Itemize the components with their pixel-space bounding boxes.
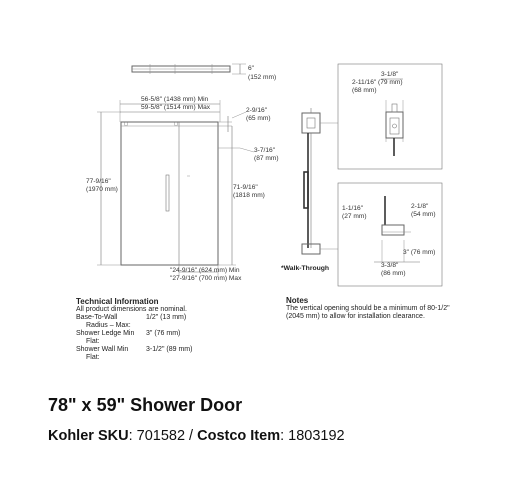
sku-label: Kohler SKU — [48, 428, 129, 444]
product-sku-line — [48, 428, 345, 444]
tech-row — [76, 346, 276, 362]
technical-note: All product dimensions are nominal. — [76, 306, 187, 313]
tech-row-label: Base-To-Wall — [76, 314, 118, 321]
notes — [286, 297, 461, 321]
detail-bottom-d3: 3" (76 mm) — [403, 249, 436, 256]
tech-row-label: Shower Ledge Min — [76, 330, 135, 337]
detail-bottom-d2: 2-1/8" — [411, 203, 429, 210]
tech-row-value: 1/2" (13 mm) — [146, 314, 187, 321]
detail-bottom-d2-mm: (54 mm) — [411, 211, 436, 218]
width-max: 59-5/8" (1514 mm) Max — [141, 104, 211, 111]
front-view — [86, 96, 279, 282]
detail-top-d2: 2-11/16" (79 mm) — [352, 79, 403, 86]
top-depth-mm: (152 mm) — [248, 74, 277, 81]
sku-value: : 701582 / — [128, 428, 198, 444]
walk-through-label: *Walk-Through — [281, 265, 330, 272]
tech-row — [76, 314, 276, 330]
detail-bottom-d1: 1-1/16" — [342, 205, 364, 212]
tech-row-label: Shower Wall Min — [76, 346, 129, 353]
tech-row — [76, 330, 276, 346]
top-view — [132, 64, 276, 81]
detail-top-d1: 3-1/8" — [381, 71, 399, 78]
tech-row-value: 3-1/2" (89 mm) — [146, 346, 193, 353]
tech-row-label2: Flat: — [86, 338, 100, 345]
opening-min: "24-9/16" (624 mm) Min — [170, 267, 240, 274]
top-depth: 6" — [248, 65, 255, 72]
technical-heading: Technical Information — [76, 297, 159, 306]
glass-height-mm: (1818 mm) — [233, 192, 265, 199]
product-title: 78" x 59" Shower Door — [48, 395, 243, 415]
top-offset: 2-9/16" — [246, 107, 268, 114]
height-mm: (1970 mm) — [86, 186, 118, 193]
detail-bottom-d4-mm: (86 mm) — [381, 270, 406, 277]
notes-text: The vertical opening should be a minimum of 80-1/2" (2045 mm) to allow for installation clearance. — [286, 305, 450, 320]
glass-height: 71-9/16" — [233, 184, 258, 191]
top-offset-mm: (65 mm) — [246, 115, 271, 122]
technical-info — [76, 298, 276, 362]
costco-label: Costco Item — [197, 428, 281, 444]
handle-offset: 3-7/16" — [254, 147, 276, 154]
detail-bottom — [338, 183, 442, 286]
detail-bottom-d1-mm: (27 mm) — [342, 213, 367, 220]
tech-row-label2: Radius – Max: — [86, 322, 131, 329]
side-view — [281, 108, 338, 272]
handle-offset-mm: (87 mm) — [254, 155, 279, 162]
width-min: 56-5/8" (1438 mm) Min — [141, 96, 209, 103]
notes-heading: Notes — [286, 296, 309, 305]
detail-top — [338, 64, 442, 169]
tech-row-label2: Flat: — [86, 354, 100, 361]
detail-bottom-d4: 3-3/8" — [381, 262, 399, 269]
height: 77-9/16" — [86, 178, 111, 185]
tech-row-value: 3" (76 mm) — [146, 330, 181, 337]
opening-max: "27-9/16" (700 mm) Max — [170, 275, 242, 282]
costco-value: : 1803192 — [280, 428, 345, 444]
detail-top-d3: (68 mm) — [352, 87, 377, 94]
